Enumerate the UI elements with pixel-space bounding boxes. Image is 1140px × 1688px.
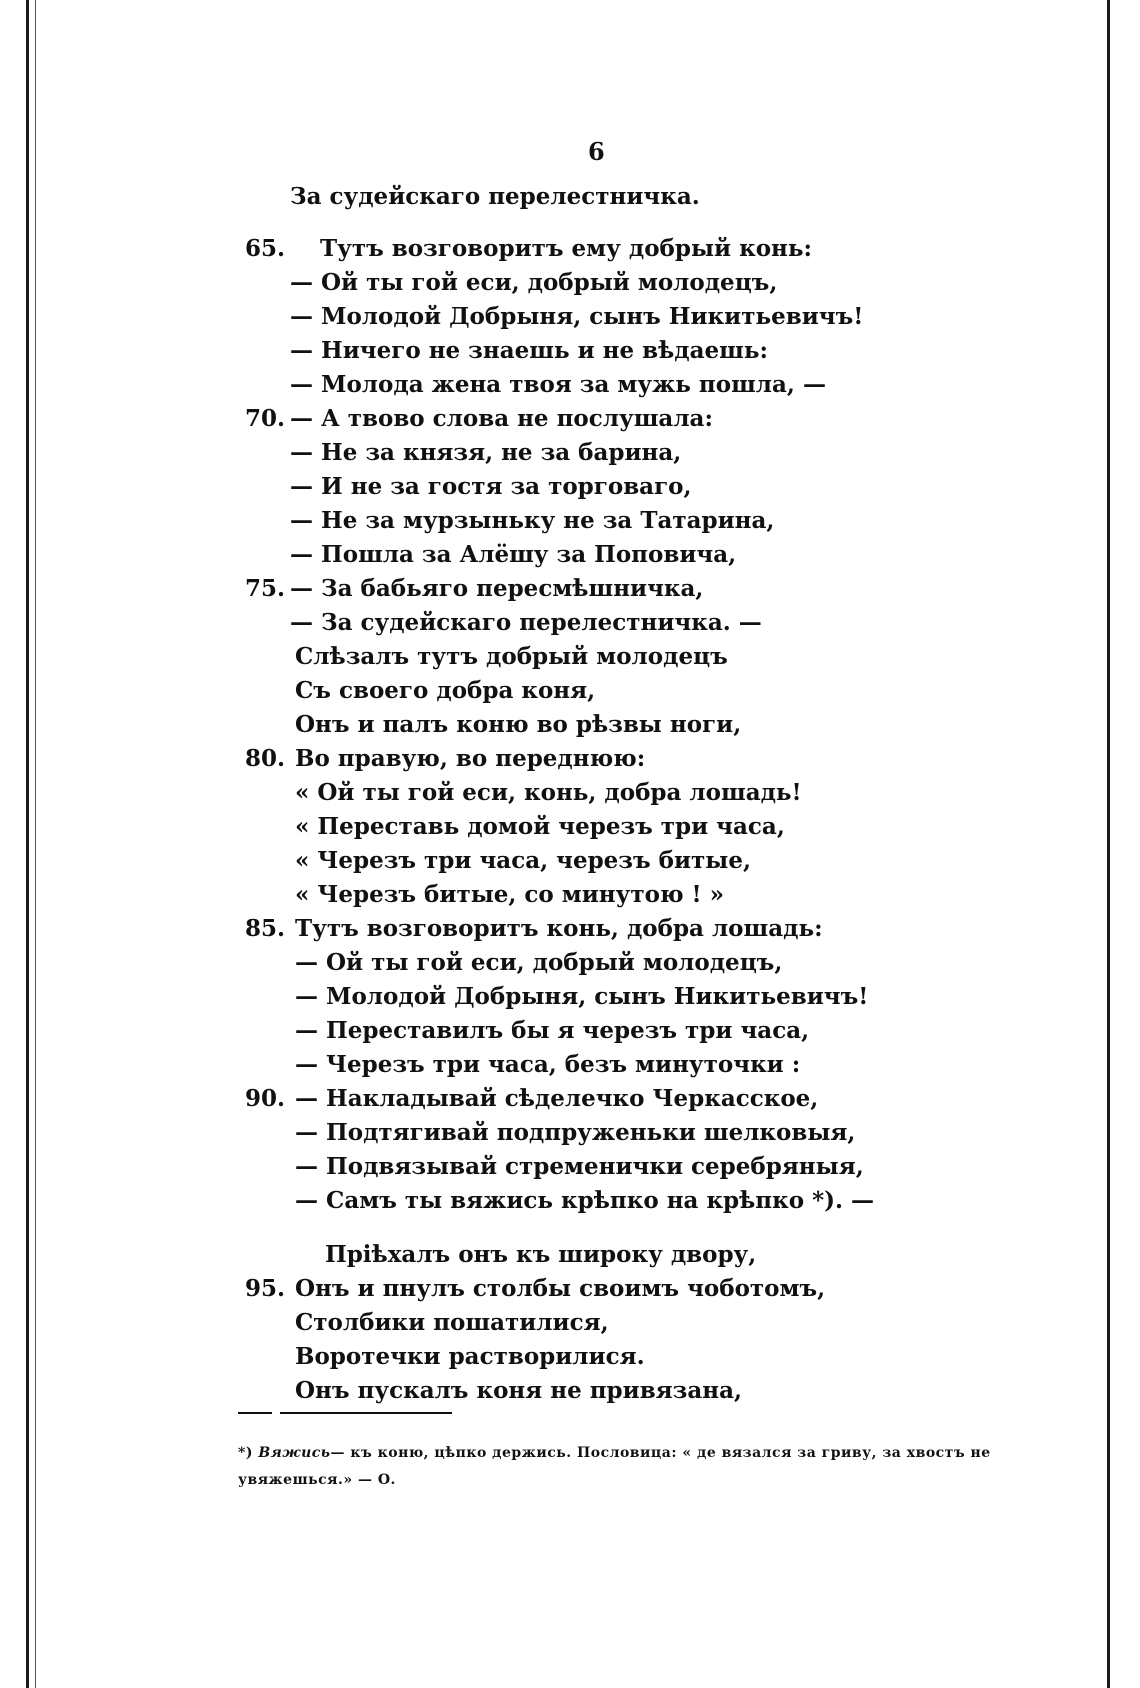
verse-text: Съ своего добра коня, bbox=[295, 677, 596, 704]
verse-text: — За бабьяго пересмѣшничка, bbox=[290, 575, 704, 602]
verse-line bbox=[0, 844, 900, 878]
verse-line bbox=[0, 1082, 900, 1116]
verse-number: 70. bbox=[244, 405, 285, 432]
verse-line bbox=[0, 708, 900, 742]
verse-text: — Не за мурзыньку не за Татарина, bbox=[290, 507, 775, 534]
verse-line bbox=[0, 436, 900, 470]
verse-text: За судейскаго перелестничка. bbox=[290, 183, 700, 210]
verse-text: Во правую, во переднюю: bbox=[295, 745, 646, 772]
verse-line bbox=[0, 912, 900, 946]
verse-line bbox=[0, 334, 900, 368]
verse-line bbox=[0, 1014, 900, 1048]
verse-line bbox=[0, 266, 900, 300]
verse-text: — Переставилъ бы я черезъ три часа, bbox=[295, 1017, 810, 1044]
verse-number: 85. bbox=[244, 915, 285, 942]
verse-line bbox=[0, 946, 900, 980]
verse-text: Тутъ возговоритъ конь, добра лошадь: bbox=[295, 915, 823, 942]
verse-line bbox=[0, 368, 900, 402]
verse-text: Онъ пускалъ коня не привязана, bbox=[295, 1377, 742, 1404]
verse-text: Онъ и пнулъ столбы своимъ чоботомъ, bbox=[295, 1275, 826, 1302]
verse-line bbox=[0, 232, 900, 266]
verse-number: 80. bbox=[244, 745, 285, 772]
footnote-term: Вяжись bbox=[258, 1445, 331, 1461]
verse-text: « Черезъ три часа, черезъ битые, bbox=[295, 847, 751, 874]
verse-line bbox=[0, 674, 900, 708]
verse-text: Тутъ возговоритъ ему добрый конь: bbox=[320, 235, 812, 262]
footnote-rule bbox=[238, 1412, 272, 1414]
footnote-body: — къ коню, цѣпко держись. Пословица: « де вязался за гриву, за хвостъ не увяжешься.» — О. bbox=[238, 1445, 991, 1488]
verse-line bbox=[0, 878, 900, 912]
verse-number: 65. bbox=[244, 235, 285, 262]
verse-text: — Не за князя, не за барина, bbox=[290, 439, 682, 466]
verse-text: Слѣзалъ тутъ добрый молодецъ bbox=[295, 643, 728, 670]
verse-text: — Молода жена твоя за мужь пошла, — bbox=[290, 371, 826, 398]
verse-text: — Накладывай сѣделечко Черкасское, bbox=[295, 1085, 819, 1112]
verse-text: — А твово слова не послушала: bbox=[290, 405, 713, 432]
verse-text: — Самъ ты вяжись крѣпко на крѣпко *). — bbox=[295, 1187, 875, 1214]
verse-line bbox=[0, 810, 900, 844]
verse-text: Столбики пошатилися, bbox=[295, 1309, 609, 1336]
verse-text: « Черезъ битые, со минутою ! » bbox=[295, 881, 725, 908]
verse-text: — Молодой Добрыня, сынъ Никитьевичъ! bbox=[290, 303, 864, 330]
verse-line bbox=[0, 402, 900, 436]
verse-text: Пріѣхалъ онъ къ широку двору, bbox=[325, 1241, 757, 1268]
verse-text: « Ой ты гой еси, конь, добра лошадь! bbox=[295, 779, 802, 806]
verse-text: — Молодой Добрыня, сынъ Никитьевичъ! bbox=[295, 983, 869, 1010]
verse-number: 95. bbox=[244, 1275, 285, 1302]
page-number: 6 bbox=[588, 137, 605, 166]
verse-line bbox=[0, 1238, 900, 1272]
footnote-rule bbox=[280, 1412, 452, 1414]
verse-line bbox=[0, 742, 900, 776]
verse-line bbox=[0, 1374, 900, 1408]
verse-line bbox=[0, 504, 900, 538]
verse-text: — Ничего не знаешь и не вѣдаешь: bbox=[290, 337, 768, 364]
verse-text: Воротечки растворилися. bbox=[295, 1343, 645, 1370]
verse-line bbox=[0, 1306, 900, 1340]
verse-text: — Черезъ три часа, безъ минуточки : bbox=[295, 1051, 801, 1078]
verse-line bbox=[0, 980, 900, 1014]
verse-text: — И не за гостя за торговаго, bbox=[290, 473, 692, 500]
footnote-marker: *) bbox=[238, 1445, 253, 1461]
verse-line bbox=[0, 606, 900, 640]
verse-line bbox=[0, 180, 900, 214]
verse-line bbox=[0, 1048, 900, 1082]
verse-text: — За судейскаго перелестничка. — bbox=[290, 609, 762, 636]
verse-line bbox=[0, 572, 900, 606]
verse-line bbox=[0, 1340, 900, 1374]
verse-line bbox=[0, 1116, 900, 1150]
verse-text: — Пошла за Алёшу за Поповича, bbox=[290, 541, 737, 568]
verse-line bbox=[0, 776, 900, 810]
verse-text: Онъ и палъ коню во рѣзвы ноги, bbox=[295, 711, 742, 738]
verse-line bbox=[0, 1272, 900, 1306]
verse-number: 75. bbox=[244, 575, 285, 602]
verse-text: — Подвязывай стременички серебряныя, bbox=[295, 1153, 864, 1180]
verse-text: — Ой ты гой еси, добрый молодецъ, bbox=[295, 949, 783, 976]
verse-number: 90. bbox=[244, 1085, 285, 1112]
verse-line bbox=[0, 470, 900, 504]
verse-line bbox=[0, 1150, 900, 1184]
scan-right-edge bbox=[1107, 0, 1110, 1688]
verse-line bbox=[0, 300, 900, 334]
verse-line bbox=[0, 640, 900, 674]
verse-text: — Ой ты гой еси, добрый молодецъ, bbox=[290, 269, 778, 296]
verse-text: « Переставь домой черезъ три часа, bbox=[295, 813, 785, 840]
verse-line bbox=[0, 1184, 900, 1218]
verse-text: — Подтягивай подпруженьки шелковыя, bbox=[295, 1119, 856, 1146]
verse-line bbox=[0, 538, 900, 572]
footnote bbox=[238, 1440, 998, 1494]
